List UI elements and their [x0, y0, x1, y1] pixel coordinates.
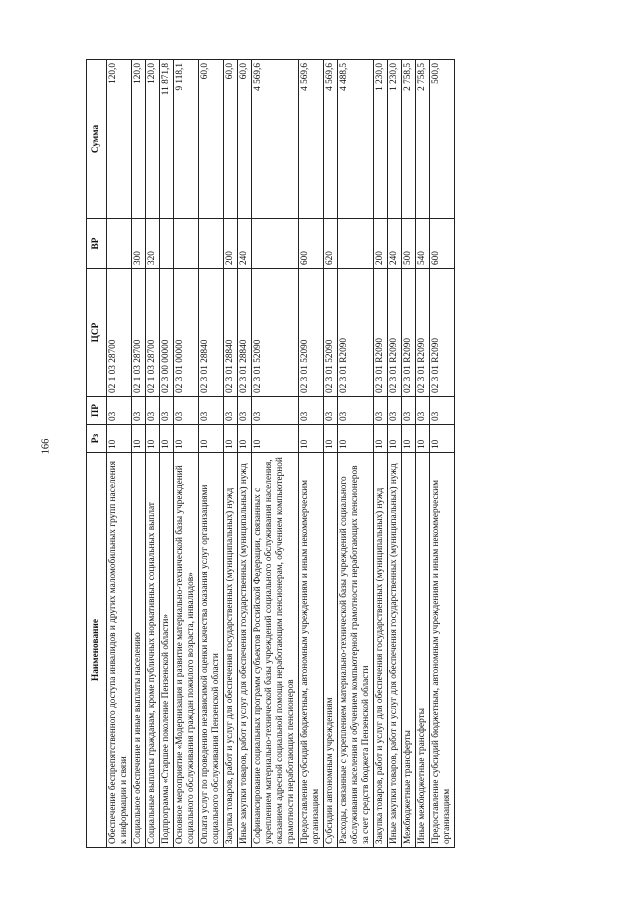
cell-sum: 9 118,1	[174, 60, 199, 219]
table-row	[374, 60, 388, 848]
cell-rz: 10	[402, 425, 416, 453]
cell-sum: 120,0	[132, 60, 146, 219]
cell-name: Межбюджетные трансферты	[402, 453, 416, 848]
cell-vr: 540	[416, 219, 430, 269]
budget-table	[86, 59, 455, 848]
cell-sum: 120,0	[146, 60, 160, 219]
cell-rz: 10	[388, 425, 402, 453]
cell-sum: 2 758,5	[402, 60, 416, 219]
cell-sum: 4 569,6	[324, 60, 338, 219]
cell-sum: 60,0	[238, 60, 252, 219]
cell-csr: 02 3 01 28840	[224, 269, 238, 397]
cell-vr: 300	[132, 219, 146, 269]
table-row	[324, 60, 338, 848]
cell-sum: 11 871,8	[160, 60, 174, 219]
cell-rz: 10	[324, 425, 338, 453]
table-row	[402, 60, 416, 848]
cell-pr: 03	[416, 397, 430, 425]
cell-name: Закупка товаров, работ и услуг для обеспечения государственных (муниципальных) нужд	[224, 453, 238, 848]
header-csr: ЦСР	[87, 269, 107, 397]
table-row	[416, 60, 430, 848]
cell-name: Социальное обеспечение и иные выплаты населению	[132, 453, 146, 848]
page-number: 166	[40, 438, 52, 455]
cell-rz: 10	[338, 425, 374, 453]
cell-pr: 03	[388, 397, 402, 425]
cell-name: Иные межбюджетные трансферты	[416, 453, 430, 848]
cell-rz: 10	[199, 425, 224, 453]
cell-rz: 10	[238, 425, 252, 453]
cell-csr: 02 3 01 R2090	[374, 269, 388, 397]
cell-rz: 10	[430, 425, 455, 453]
cell-vr: 600	[299, 219, 324, 269]
cell-sum: 500,0	[430, 60, 455, 219]
cell-name: Обеспечение беспрепятственного доступа инвалидов и других маломобильных групп населения к информации и связи	[107, 453, 132, 848]
cell-vr	[107, 219, 132, 269]
cell-rz: 10	[107, 425, 132, 453]
cell-vr	[199, 219, 224, 269]
table-row	[146, 60, 160, 848]
table-row	[199, 60, 224, 848]
table-row	[238, 60, 252, 848]
cell-rz: 10	[174, 425, 199, 453]
cell-pr: 03	[146, 397, 160, 425]
cell-rz: 10	[132, 425, 146, 453]
cell-pr: 03	[324, 397, 338, 425]
cell-csr: 02 3 01 R2090	[430, 269, 455, 397]
cell-sum: 60,0	[224, 60, 238, 219]
cell-csr: 02 3 01 00000	[174, 269, 199, 397]
cell-rz: 10	[416, 425, 430, 453]
cell-vr	[160, 219, 174, 269]
cell-name: Расходы, связанные с укреплением материально-технической базы учреждений социального обслуживания населения и обучением компьютерной грамотности неработающих пенсионеров за счет средств бюджета Пензенской области	[338, 453, 374, 848]
cell-pr: 03	[238, 397, 252, 425]
cell-name: Закупка товаров, работ и услуг для обеспечения государственных (муниципальных) нужд	[374, 453, 388, 848]
cell-csr: 02 3 01 52090	[299, 269, 324, 397]
table-row	[132, 60, 146, 848]
cell-vr	[338, 219, 374, 269]
cell-name: Оплата услуг по проведению независимой оценки качества оказания услуг организациями социального обслуживания Пензенской области	[199, 453, 224, 848]
cell-pr: 03	[107, 397, 132, 425]
cell-sum: 4 488,5	[338, 60, 374, 219]
table-row	[224, 60, 238, 848]
cell-sum: 4 569,6	[299, 60, 324, 219]
cell-rz: 10	[146, 425, 160, 453]
cell-vr: 240	[388, 219, 402, 269]
cell-vr: 500	[402, 219, 416, 269]
cell-vr	[252, 219, 299, 269]
cell-rz: 10	[160, 425, 174, 453]
cell-csr: 02 3 01 28840	[238, 269, 252, 397]
cell-name: Основное мероприятие «Модернизация и развитие материально-технической базы учреждений социального обслуживания граждан пожилого возраста, инвалидов»	[174, 453, 199, 848]
rotated-table-container	[86, 60, 541, 848]
cell-csr: 02 3 01 R2090	[338, 269, 374, 397]
header-rz: Рз	[87, 425, 107, 453]
cell-pr: 03	[374, 397, 388, 425]
cell-vr: 600	[430, 219, 455, 269]
cell-csr: 02 3 01 R2090	[402, 269, 416, 397]
cell-rz: 10	[252, 425, 299, 453]
table-row	[174, 60, 199, 848]
table-row	[252, 60, 299, 848]
cell-vr	[174, 219, 199, 269]
cell-pr: 03	[299, 397, 324, 425]
table-row	[388, 60, 402, 848]
cell-sum: 2 758,5	[416, 60, 430, 219]
cell-sum: 1 230,0	[388, 60, 402, 219]
cell-pr: 03	[338, 397, 374, 425]
cell-pr: 03	[132, 397, 146, 425]
cell-name: Предоставление субсидий бюджетным, автономным учреждениям и иным некоммерческим организациям	[430, 453, 455, 848]
cell-vr: 200	[374, 219, 388, 269]
header-sum: Сумма	[87, 60, 107, 219]
cell-name: Социальные выплаты гражданам, кроме публичных нормативных социальных выплат	[146, 453, 160, 848]
cell-csr: 02 3 01 R2090	[416, 269, 430, 397]
cell-name: Иные закупки товаров, работ и услуг для обеспечения государственных (муниципальных) нужд	[238, 453, 252, 848]
table-body	[107, 60, 455, 848]
cell-pr: 03	[252, 397, 299, 425]
cell-name: Субсидии автономным учреждениям	[324, 453, 338, 848]
cell-pr: 03	[224, 397, 238, 425]
header-name: Наименование	[87, 453, 107, 848]
cell-csr: 02 3 01 28840	[199, 269, 224, 397]
table-row	[160, 60, 174, 848]
cell-vr: 200	[224, 219, 238, 269]
cell-csr: 02 1 03 28700	[132, 269, 146, 397]
cell-vr: 240	[238, 219, 252, 269]
cell-name: Подпрограмма «Старшее поколение Пензенской области»	[160, 453, 174, 848]
cell-csr: 02 3 01 52090	[324, 269, 338, 397]
cell-pr: 03	[402, 397, 416, 425]
cell-sum: 1 230,0	[374, 60, 388, 219]
cell-csr: 02 1 03 28700	[107, 269, 132, 397]
cell-name: Софинансирование социальных программ субъектов Российской Федерации, связанных с укреплением материально-технической базы учреждений социального обслуживания населения, оказанием адресной социальной помощи неработающим пенсионерам, обучением компьютерной грамотности неработающих пенсионеров	[252, 453, 299, 848]
table-row	[338, 60, 374, 848]
cell-sum: 120,0	[107, 60, 132, 219]
cell-rz: 10	[224, 425, 238, 453]
cell-rz: 10	[299, 425, 324, 453]
cell-rz: 10	[374, 425, 388, 453]
header-vr: ВР	[87, 219, 107, 269]
cell-csr: 02 1 03 28700	[146, 269, 160, 397]
cell-pr: 03	[160, 397, 174, 425]
cell-csr: 02 3 01 52090	[252, 269, 299, 397]
cell-vr: 320	[146, 219, 160, 269]
cell-name: Предоставление субсидий бюджетным, автономным учреждениям и иным некоммерческим организациям	[299, 453, 324, 848]
cell-sum: 4 569,6	[252, 60, 299, 219]
cell-vr: 620	[324, 219, 338, 269]
cell-csr: 02 3 01 R2090	[388, 269, 402, 397]
cell-csr: 02 3 00 00000	[160, 269, 174, 397]
table-row	[430, 60, 455, 848]
cell-pr: 03	[430, 397, 455, 425]
cell-pr: 03	[199, 397, 224, 425]
header-pr: ПР	[87, 397, 107, 425]
cell-pr: 03	[174, 397, 199, 425]
cell-sum: 60,0	[199, 60, 224, 219]
table-row	[107, 60, 132, 848]
table-row	[299, 60, 324, 848]
table-header-row	[87, 60, 107, 848]
cell-name: Иные закупки товаров, работ и услуг для обеспечения государственных (муниципальных) нужд	[388, 453, 402, 848]
